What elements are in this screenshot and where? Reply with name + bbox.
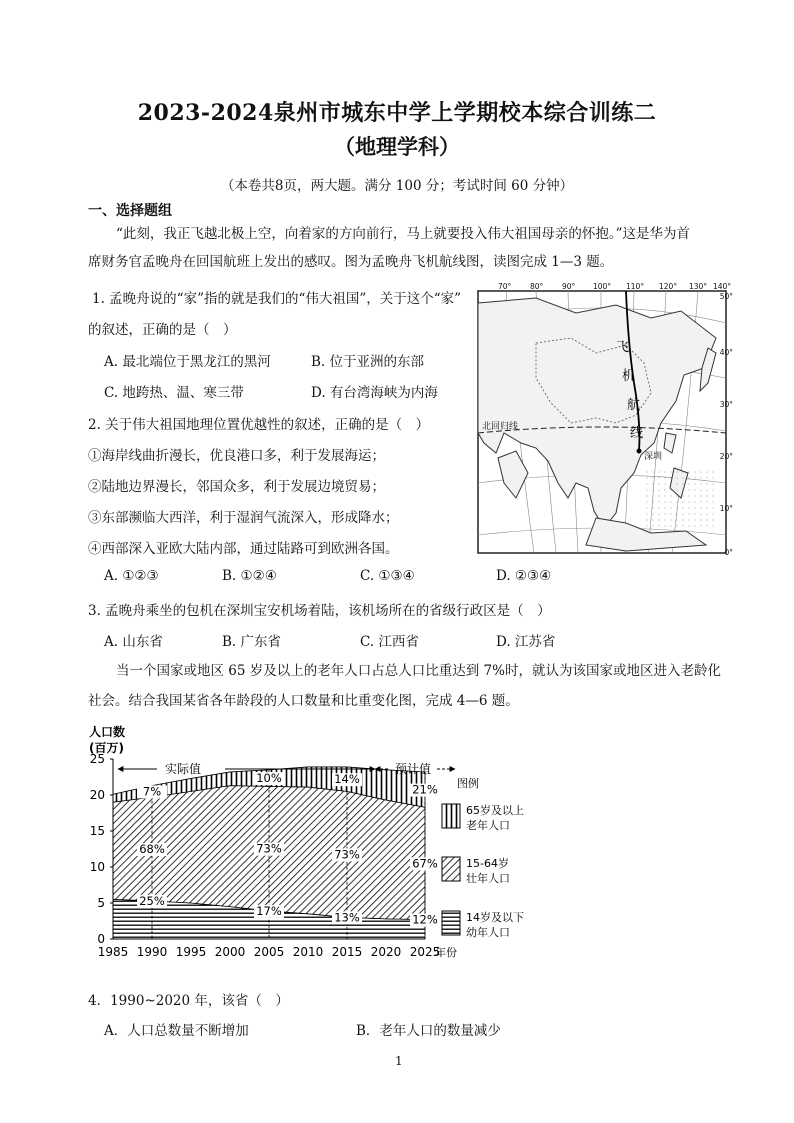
q2-stem: 2. 关于伟大祖国地理位置优越性的叙述，正确的是（ ）: [88, 417, 430, 433]
q3-option-a: A. 山东省: [104, 634, 163, 650]
x-tick-label: 1985: [97, 945, 129, 959]
data-label-old: 14%: [334, 772, 360, 787]
q3-option-d: D. 江苏省: [496, 634, 556, 650]
y-tick-label: 0: [97, 932, 105, 946]
data-label-working: 73%: [256, 841, 282, 856]
q2-option-a: A. ①②③: [104, 568, 159, 584]
q3-option-c: C. 江西省: [360, 634, 419, 650]
route-char-2: 机: [622, 369, 636, 384]
q4-option-a: A．人口总数量不断增加: [104, 1023, 249, 1039]
x-tick-label: 1995: [175, 945, 207, 959]
y-tick-label: 25: [89, 752, 105, 766]
q2-item-3: ③东部濒临大西洋，利于湿润气流深入，形成降水；: [88, 510, 399, 526]
page-number: 1: [395, 1054, 403, 1068]
lat-label: 30°: [719, 400, 733, 409]
q1-option-a: A. 最北端位于黑龙江的黑河: [104, 354, 271, 370]
x-tick-label: 1990: [136, 945, 168, 959]
lon-label: 80°: [530, 283, 544, 291]
legend-swatch-young: [442, 911, 460, 935]
data-label-young: 17%: [256, 903, 282, 918]
q2-option-d: D. ②③④: [496, 568, 552, 584]
data-label-old: 7%: [142, 784, 162, 799]
data-label-young: 25%: [139, 893, 165, 908]
q2-option-c: C. ①③④: [360, 568, 415, 584]
data-label-working: 73%: [334, 847, 360, 862]
exam-info: （本卷共8页，两大题。满分 100 分；考试时间 60 分钟）: [220, 178, 574, 194]
q1-option-b: B. 位于亚洲的东部: [311, 354, 425, 370]
q1-stem-line-2: 的叙述，正确的是（ ）: [88, 322, 237, 338]
section-heading: 一、选择题组: [88, 203, 172, 219]
q3-stem: 3. 孟晚舟乘坐的包机在深圳宝安机场着陆，该机场所在的省级行政区是（ ）: [88, 603, 551, 619]
lon-label: 90°: [562, 283, 576, 291]
lon-label: 120°: [659, 283, 678, 291]
data-label-working: 67%: [412, 856, 438, 871]
legend-swatch-old: [442, 804, 460, 828]
y-axis-label-line-2: (百万): [89, 741, 124, 755]
lon-label: 70°: [498, 283, 512, 291]
x-tick-label: 2015: [331, 945, 363, 959]
x-tick-label: 2020: [370, 945, 402, 959]
actual-value-label: 实际值: [165, 762, 202, 776]
shenzhen-marker: [637, 449, 642, 454]
legend-title: 图例: [457, 777, 479, 790]
intro-line-2: 席财务官孟晚舟在回国航班上发出的感叹。图为孟晚舟飞机航线图，读图完成 1—3 题。: [88, 254, 614, 270]
lon-label: 130°: [689, 283, 708, 291]
section2-intro-line-2: 社会。结合我国某省各年龄段的人口数量和比重变化图，完成 4—6 题。: [88, 693, 519, 709]
data-label-young: 13%: [334, 910, 360, 925]
x-tick-label: 2000: [214, 945, 246, 959]
q3-option-b: B. 广东省: [222, 634, 282, 650]
y-tick-label: 5: [97, 896, 105, 910]
route-char-3: 航: [627, 398, 641, 413]
q4-option-b: B．老年人口的数量减少: [356, 1023, 501, 1039]
lon-label: 100°: [593, 283, 612, 291]
legend-old-line-2: 老年人口: [466, 819, 510, 832]
legend-swatch-working: [442, 857, 460, 881]
q2-option-b: B. ①②④: [222, 568, 277, 584]
x-axis-label: 年份: [435, 946, 457, 959]
q1-stem-line-1: 1. 孟晚舟说的“家”指的就是我们的“伟大祖国”，关于这个“家”: [92, 291, 462, 307]
forecast-value-label: 预计值: [395, 762, 432, 776]
route-char-4: 线: [630, 426, 644, 441]
x-tick-label: 2025: [409, 945, 441, 959]
lon-label: 110°: [626, 283, 645, 291]
data-label-working: 68%: [139, 842, 165, 856]
legend-young-line-2: 幼年人口: [466, 926, 510, 939]
intro-line-1: “此刻，我正飞越北极上空，向着家的方向前行，马上就要投入伟大祖国母亲的怀抱。”这是华为首: [116, 226, 691, 242]
x-tick-label: 2005: [253, 945, 285, 959]
q1-option-c: C. 地跨热、温、寒三带: [104, 385, 244, 401]
y-tick-label: 20: [89, 788, 105, 802]
data-label-young: 12%: [412, 912, 438, 927]
lat-label: 40°: [719, 348, 733, 357]
q4-stem: 4．1990~2020 年，该省（ ）: [88, 993, 289, 1009]
population-area-chart: [85, 724, 545, 964]
q1-option-d: D. 有台湾海峡为内海: [311, 385, 438, 401]
lat-label: 50°: [719, 292, 733, 301]
y-tick-label: 15: [89, 824, 105, 838]
legend-working-line-1: 15-64岁: [466, 857, 509, 870]
legend-young-line-1: 14岁及以下: [466, 911, 524, 924]
lat-label: 20°: [719, 452, 733, 461]
legend-old-line-1: 65岁及以上: [466, 804, 524, 817]
y-tick-label: 10: [89, 860, 105, 874]
lat-label: 0°: [724, 548, 733, 557]
legend-working-line-2: 壮年人口: [466, 872, 510, 885]
flight-route-map: [476, 283, 734, 557]
exam-title: 2023-2024泉州市城东中学上学期校本综合训练二: [137, 100, 657, 126]
y-axis-label-line-1: 人口数: [89, 725, 126, 739]
data-label-old: 10%: [256, 771, 282, 786]
route-char-1: 飞: [616, 340, 630, 355]
q2-item-2: ②陆地边界漫长，邻国众多，利于发展边境贸易；: [88, 479, 385, 495]
section2-intro-line-1: 当一个国家或地区 65 岁及以上的老年人口占总人口比重达到 7%时，就认为该国家或地区进入老龄化: [116, 663, 721, 679]
lat-label: 10°: [719, 504, 733, 513]
lon-label: 140°: [713, 283, 732, 291]
q2-item-4: ④西部深入亚欧大陆内部，通过陆路可到欧洲各国。: [88, 541, 399, 557]
q2-item-1: ①海岸线曲折漫长，优良港口多，利于发展海运；: [88, 448, 385, 464]
data-label-old: 21%: [412, 782, 438, 797]
x-tick-label: 2010: [292, 945, 324, 959]
exam-subtitle: （地理学科）: [334, 134, 460, 159]
shenzhen-label: 深圳: [644, 452, 663, 462]
tropic-label: 北回归线: [482, 422, 519, 432]
